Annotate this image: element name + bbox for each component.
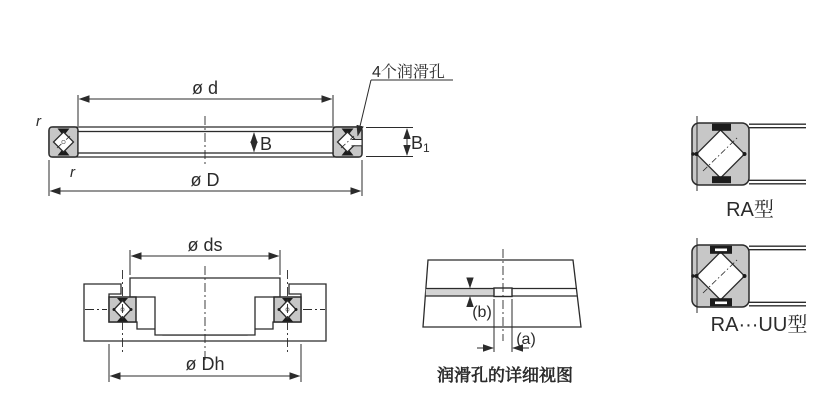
detail-view-caption: 润滑孔的详细视图	[437, 366, 573, 385]
chamfer-r-bottom-label: r	[70, 164, 75, 181]
dim-label-width-b: B	[260, 134, 273, 154]
dim-label-a: (a)	[516, 331, 536, 348]
ra-uu-seal-top-slot	[715, 249, 727, 252]
ra-retainer-bottom	[712, 176, 731, 183]
dim-label-b: (b)	[472, 304, 492, 321]
ring-inner-silhouette	[78, 132, 333, 154]
ra-uu-type-caption: RA···UU型	[710, 314, 808, 336]
dim-label-outer-diameter: ø D	[190, 170, 220, 190]
lubrication-hole	[352, 140, 362, 145]
dim-label-bore-diameter: ø d	[191, 78, 219, 98]
lube-holes-label: 4个润滑孔	[372, 64, 445, 81]
grease-groove	[426, 289, 494, 297]
ra-type-caption: RA型	[726, 199, 774, 221]
dim-label-housing-bore: ø Dh	[185, 354, 225, 374]
dim-label-shaft-seat: ø ds	[187, 235, 223, 255]
chamfer-r-top-label: r	[36, 113, 41, 130]
dim-label-width-b1: B1	[411, 133, 430, 155]
ra-uu-seal-bottom-slot	[715, 302, 727, 305]
ra-retainer-top	[712, 124, 731, 131]
